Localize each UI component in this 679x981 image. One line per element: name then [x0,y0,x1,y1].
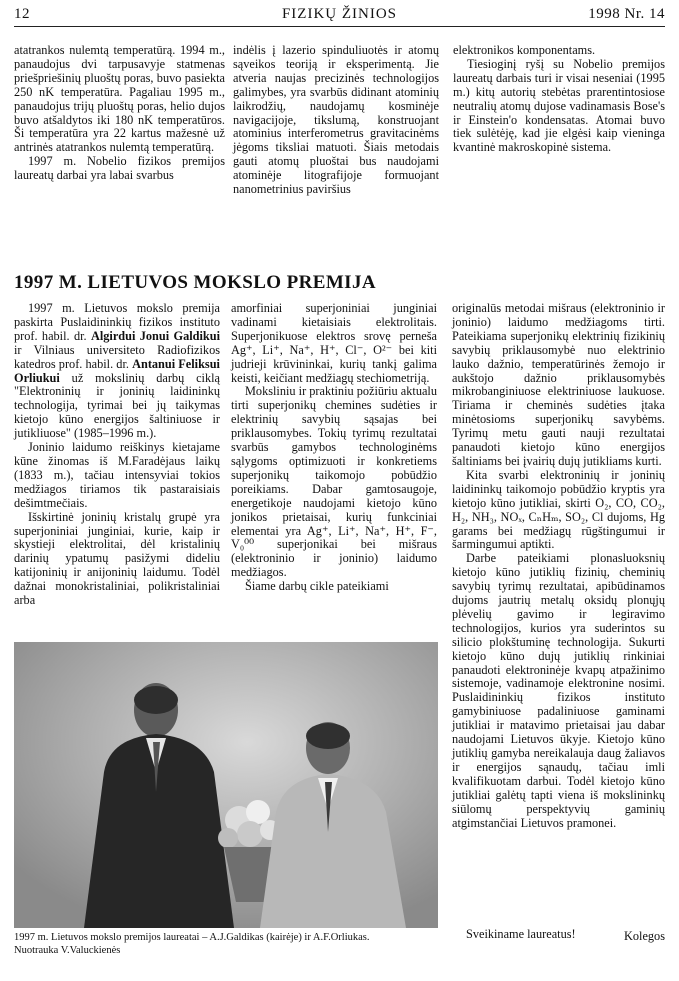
intro-text-c: už mokslinių darbų ciklą "Elektroninių ir joninių laidininkų technologija, tyrimai bei jų taikymas kietojo kūno energijos šaltiniuose ir jutikliuose" (1985–1996 m.). [14,370,220,441]
laureates-photo [14,642,438,928]
greeting-text: Sveikiname laureatus! [466,927,576,941]
paragraph: indėlis į lazerio spinduliuotės ir atomų sąveikos teoriją ir eksperimentą. Jie atveria naujas precizinės technologijos galimybes, yra svarbūs didinant atominių laikrodžių, naudojamų kosminėje navigacijoje, tikslumą, konstruojant atominius interferometrus gravitacinėms jėgoms tiksliai matuoti. Šiais metodais gauti atomų pluoštai bus naudojami atominėje litografijoje formuojant nanometrinius paviršius [233,43,439,197]
paragraph: Šiame darbų cikle pateikiami [245,579,389,594]
paragraph: originalūs metodai mišraus (elektroninio ir joninio) laidumo medžiagoms tirti. Pateikiama superjonikų elektrinių fizikinių savybių priklausomybė nuo elektrinio lauko dažnio, temperatūrinės žemojo ir aukštojo dažnio priklausomybės mikrobanginiuose elektriniuose laukuose. Tiriama ir cheminės sudėties įtaka minėtosioms superjonikų savybėms. Tyrimų metu gauti nauji rezultatai panaudoti kietojo kūno energijos šaltiniams bei įvairių dujų jutikliams kurti. [452,301,665,468]
photo-credit: Nuotrauka V.Valuckienės [14,944,121,956]
top-column-2 [233,44,439,197]
article-column-3 [452,302,665,830]
caption-text: 1997 m. Lietuvos mokslo premijos laureatai – A.J.Galdikas (kairėje) ir A.F.Orliukas. [14,932,370,943]
paragraph: 1997 m. Nobelio fizikos premijos laureatų darbai yra labai svarbus [14,154,225,183]
paragraph: amorfiniai superjoniniai junginiai vadinami kietaisiais elektrolitais. Superjonikuose elektros srovę perneša Ag⁺, Li⁺, Na⁺, H⁺, Cl⁻, O²⁻ bei kiti judrieji krūvininkai, kurių tankį galima keisti, keičiant medžiagų stechiometriją. [231,301,437,385]
closing-block [452,928,665,942]
paragraph: elektronikos komponentams. [453,43,596,57]
paragraph-intro [14,302,220,441]
paragraph: Joninio laidumo reiškinys kietajame kūne žinomas iš M.Faradėjaus laikų (1833 m.), tačiau intensyviai tokios medžiagos tiriamos tik pastaraisiais dešimtmečiais. [14,440,220,510]
paragraph: atatrankos nulemtą temperatūrą. 1994 m., panaudojus dvi tarpusavyje statmenas priešpriešinių pluoštų poras, buvo pasiekta 250 nK temperatūra. Pagaliau 1995 m., panaudojus trijų pluoštų poras, helio dujos buvo atšaldytos iki 180 nK temperatūros. Ši temperatūra yra 22 kartus mažesnė už antrinės atatrankos nulemtą temperatūrą. [14,43,225,155]
photo-illustration [14,642,438,928]
page-number: 12 [14,6,30,22]
article-column-2 [231,302,437,594]
journal-title: FIZIKŲ ŽINIOS [281,6,398,22]
top-column-1 [14,44,225,183]
paragraph: Tiesioginį ryšį su Nobelio premijos laureatų darbais turi ir visai neseniai (1995 m.) kitų autorių stebėtas prarentintosiose neutralių atomų dujose vadinamasis Bose's ir Einstein'o kondensatas. Atomai buvo tiek sulėtėję, kad jie elgėsi kaip vieninga kvantinė makroskopinė sistema. [453,56,665,155]
issue-number: 1998 Nr. 14 [588,6,665,22]
paragraph: Darbe pateikiami plonasluoksnių kietojo kūno jutiklių fizinių, cheminių savybių tyrimų rezultatai, apibūdinamos dujoms jautrių metalų oksidų plonųjų plėvelių gavimo ir legiravimo technologijos, kurios yra suderintos su silicio plokštuminę technologija. Sukurti kietojo kūno dujų jutiklių rinkiniai panaudoti elektroninėje kvapų atpažinimo sistemoje, vadinamoje elektronine nosimi. Puslaidininkių fizikos instituto gamybiniuose padaliniuose gaminami jutikliai ir matavimo prietaisai jau dabar naudojami Lietuvos ūkyje. Kietojo kūno jutiklių gamyba nereikalauja daug žaliavos ir energijos sąnaudų, tačiau imli kvalifikuotam darbui. Todėl kietojo kūno jutikliai galėtų tapti viena iš mokslininkų siūlomų perspektyvių gaminių atgimstančiai Lietuvos pramonei. [452,551,665,830]
laureate-name-1: Algirdui Jonui Galdikui [90,328,220,343]
top-column-3 [453,44,665,155]
page-header [14,4,665,27]
article-column-1 [14,302,220,608]
intro-text-a: 1997 m. Lietuvos mokslo premija paskirta Puslaidininkių fizikos instituto prof. habil. dr. [14,301,220,343]
paragraph: Kita svarbi elektroninių ir joninių laidininkų taikomojo pobūdžio kryptis yra kietojo kūno jutikliai, skirti O₂, CO, CO₂, H₂, NH₃, NOₓ, CₙHₘ, SO₂, Cl dujoms, Hg garams bei medžiagų rūgštingumui ir šarmingumui aptikti. [452,467,665,552]
signature: Kolegos [624,929,665,943]
intro-text-b: ir Vilniaus universiteto Radiofizikos katedros prof. habil. dr. [14,342,220,371]
laureate-name-2: Antanui Feliksui Orliukui [14,356,220,385]
paragraph: Išskirtinė joninių kristalų grupė yra superjoniniai junginiai, kurie, kaip ir skystieji elektrolitai, dėl kristalinių darinių ypatumų pasižymi dideliu katijoninių ir anijoninių laidumu. Todėl dažnai monokristaliniai, polikristaliniai arba [14,509,220,608]
photo-caption [14,932,454,957]
paragraph: Moksliniu ir praktiniu požiūriu aktualu tirti superjonikų chemines sudėties ir elektrinių savybių sąsajas bei priklausomybes. Tokių tyrimų rezultatai svarbūs gamybos technologinėms sąlygoms optimizuoti ir konkretiems superjonikų taikomojo pobūdžio poreikiams. Dabar gamtosaugoje, energetikoje naudojami kietojo kūno jonikos prietaisai, kurių funkciniai elementai yra Ag⁺, Li⁺, Na⁺, H⁺, F⁻, V₀⁰⁰ superjonikai bei mišraus (elektroninio ir joninio) laidumo medžiagos. [231,384,437,580]
article-headline: 1997 M. LIETUVOS MOKSLO PREMIJA [14,272,376,293]
